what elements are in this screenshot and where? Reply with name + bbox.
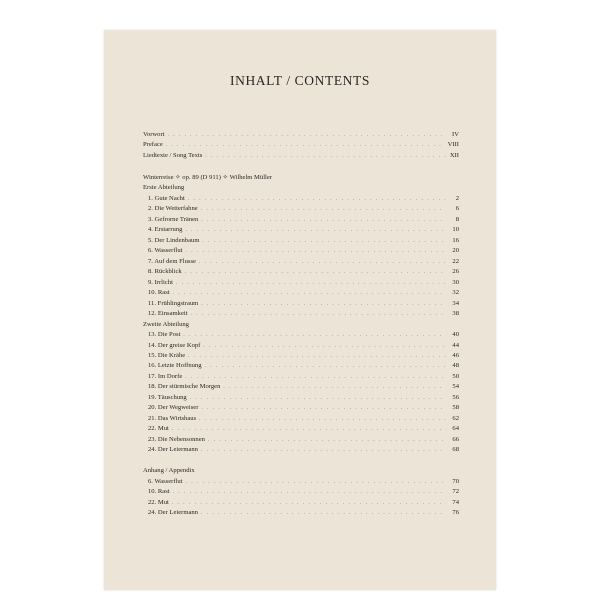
entry-page-number: 38 bbox=[452, 310, 459, 318]
entry-title: 1. Gute Nacht bbox=[148, 194, 185, 202]
toc-entry bbox=[143, 487, 459, 497]
entry-page-number: 70 bbox=[452, 477, 459, 485]
entry-title: 24. Der Leiermann bbox=[148, 446, 198, 454]
toc-entry bbox=[143, 140, 459, 150]
toc-entry bbox=[143, 351, 459, 361]
entry-page-number: VIII bbox=[447, 141, 459, 149]
entry-title: 6. Wasserflut bbox=[148, 247, 183, 255]
toc-entry bbox=[143, 267, 459, 277]
dot-leader bbox=[205, 362, 446, 372]
toc-entry bbox=[143, 309, 459, 319]
winterreise-contents bbox=[143, 173, 459, 518]
entry-title: Liedtexte / Song Texts bbox=[143, 151, 203, 159]
appendix-song-list bbox=[143, 477, 459, 519]
entry-page-number: 44 bbox=[452, 341, 459, 349]
toc-entry bbox=[143, 194, 459, 204]
dot-leader bbox=[186, 478, 446, 488]
dot-leader bbox=[223, 383, 446, 393]
dot-leader bbox=[201, 404, 446, 414]
entry-page-number: 20 bbox=[452, 247, 459, 255]
entry-title: 10. Rast bbox=[148, 289, 170, 297]
work-heading: Winterreise ✧ op. 89 (D 911) ✧ Wilhelm Müller bbox=[143, 174, 272, 181]
entry-title: 8. Rückblick bbox=[148, 268, 182, 276]
page-title: INHALT / CONTENTS bbox=[230, 73, 370, 88]
spacer bbox=[143, 456, 459, 466]
entry-title: 3. Gefrorne Tränen bbox=[148, 215, 199, 223]
entry-title: 5. Der Lindenbaum bbox=[148, 236, 200, 244]
entry-title: 12. Einsamkeit bbox=[148, 310, 188, 318]
toc-entry bbox=[143, 382, 459, 392]
entry-title: 2. Die Wetterfahne bbox=[148, 205, 198, 213]
entry-title: 10. Rast bbox=[148, 488, 170, 496]
entry-page-number: IV bbox=[452, 131, 459, 138]
part2-heading: Zweite Abteilung bbox=[143, 320, 189, 328]
dot-leader bbox=[186, 247, 446, 257]
dot-leader bbox=[201, 446, 446, 456]
entry-title: 6. Wasserflut bbox=[148, 477, 183, 485]
entry-title: 14. Der greise Kopf bbox=[148, 341, 201, 349]
toc-entry bbox=[143, 445, 459, 455]
entry-title: 11. Frühlingstraum bbox=[148, 299, 199, 307]
entry-title: Preface bbox=[143, 141, 163, 149]
toc-entry bbox=[143, 236, 459, 246]
entry-page-number: 56 bbox=[452, 393, 459, 401]
toc-entry bbox=[143, 151, 459, 161]
dot-leader bbox=[208, 436, 446, 446]
toc-entry bbox=[143, 393, 459, 403]
part1-song-list bbox=[143, 194, 459, 320]
dot-leader bbox=[203, 342, 446, 352]
dot-leader bbox=[201, 509, 446, 519]
entry-title: 24. Der Leiermann bbox=[148, 509, 198, 516]
toc-entry bbox=[143, 508, 459, 518]
entry-title: 22. Mut bbox=[148, 498, 169, 506]
dot-leader bbox=[168, 131, 447, 141]
entry-title: 16. Letzte Hoffnung bbox=[148, 362, 202, 370]
entry-title: 22. Mut bbox=[148, 425, 169, 433]
dot-leader bbox=[173, 289, 446, 299]
toc-entry bbox=[143, 341, 459, 351]
entry-page-number: 30 bbox=[452, 278, 459, 286]
toc-entry bbox=[143, 435, 459, 445]
entry-title: 15. Die Krähe bbox=[148, 351, 186, 359]
entry-page-number: 16 bbox=[452, 236, 459, 244]
toc-entry bbox=[143, 414, 459, 424]
dot-leader bbox=[201, 205, 446, 215]
dot-leader bbox=[190, 394, 446, 404]
dot-leader bbox=[185, 226, 446, 236]
entry-page-number: 72 bbox=[452, 488, 459, 496]
dot-leader bbox=[188, 195, 446, 205]
entry-page-number: 62 bbox=[452, 414, 459, 422]
toc-entry bbox=[143, 288, 459, 298]
part1-heading: Erste Abteilung bbox=[143, 184, 185, 192]
dot-leader bbox=[166, 141, 445, 151]
dot-leader bbox=[173, 488, 446, 498]
dot-leader bbox=[172, 499, 446, 509]
toc-entry bbox=[143, 498, 459, 508]
entry-page-number: 32 bbox=[452, 289, 459, 297]
front-matter-list bbox=[143, 130, 459, 161]
dot-leader bbox=[188, 352, 446, 362]
toc-entry bbox=[143, 204, 459, 214]
dot-leader bbox=[201, 300, 446, 310]
toc-entry bbox=[143, 299, 459, 309]
dot-leader bbox=[176, 279, 446, 289]
entry-page-number: 46 bbox=[452, 351, 459, 359]
book-page bbox=[104, 30, 496, 590]
dot-leader bbox=[172, 425, 446, 435]
toc-entry bbox=[143, 225, 459, 235]
entry-page-number: 64 bbox=[452, 425, 459, 433]
entry-title: 21. Das Wirtshaus bbox=[148, 414, 197, 422]
dot-leader bbox=[199, 415, 446, 425]
toc-entry bbox=[143, 372, 459, 382]
entry-title: 20. Der Wegweiser bbox=[148, 404, 199, 412]
entry-page-number: 8 bbox=[455, 215, 459, 223]
entry-page-number: 6 bbox=[455, 205, 459, 213]
entry-page-number: 66 bbox=[452, 435, 459, 443]
entry-page-number: 68 bbox=[452, 446, 459, 454]
toc-entry bbox=[143, 361, 459, 371]
toc-entry bbox=[143, 246, 459, 256]
dot-leader bbox=[185, 373, 446, 383]
toc-entry bbox=[143, 130, 459, 140]
entry-title: 13. Die Post bbox=[148, 331, 181, 339]
part2-song-list bbox=[143, 330, 459, 456]
entry-title: 17. Im Dorfe bbox=[148, 372, 183, 380]
entry-page-number: 10 bbox=[452, 226, 459, 234]
dot-leader bbox=[202, 237, 446, 247]
entry-page-number: 50 bbox=[452, 372, 459, 380]
entry-title: 19. Täuschung bbox=[148, 393, 187, 401]
toc-entry bbox=[143, 403, 459, 413]
toc-entry bbox=[143, 257, 459, 267]
entry-page-number: 48 bbox=[452, 362, 459, 370]
entry-page-number: 74 bbox=[452, 498, 459, 506]
entry-page-number: 40 bbox=[452, 331, 459, 339]
entry-title: 7. Auf dem Flusse bbox=[148, 257, 196, 265]
dot-leader bbox=[205, 152, 446, 162]
toc-entry bbox=[143, 477, 459, 487]
entry-title: 18. Der stürmische Morgen bbox=[148, 383, 221, 391]
toc-entry bbox=[143, 278, 459, 288]
entry-title: 23. Die Nebensonnen bbox=[148, 435, 205, 443]
entry-page-number: 54 bbox=[452, 383, 459, 391]
toc-entry bbox=[143, 215, 459, 225]
dot-leader bbox=[185, 268, 446, 278]
entry-page-number: 34 bbox=[452, 299, 459, 307]
entry-page-number: 76 bbox=[452, 509, 459, 516]
entry-page-number: XII bbox=[449, 151, 459, 159]
entry-page-number: 2 bbox=[455, 194, 459, 202]
toc-entry bbox=[143, 330, 459, 340]
dot-leader bbox=[201, 216, 446, 226]
entry-title: Vorwort bbox=[143, 131, 165, 138]
entry-title: 4. Erstarrung bbox=[148, 226, 183, 234]
entry-page-number: 22 bbox=[452, 257, 459, 265]
dot-leader bbox=[199, 258, 446, 268]
appendix-heading: Anhang / Appendix bbox=[143, 467, 195, 475]
dot-leader bbox=[191, 310, 446, 320]
entry-page-number: 58 bbox=[452, 404, 459, 412]
entry-page-number: 26 bbox=[452, 268, 459, 276]
entry-title: 9. Irrlicht bbox=[148, 278, 173, 286]
toc-entry bbox=[143, 424, 459, 434]
dot-leader bbox=[183, 331, 446, 341]
